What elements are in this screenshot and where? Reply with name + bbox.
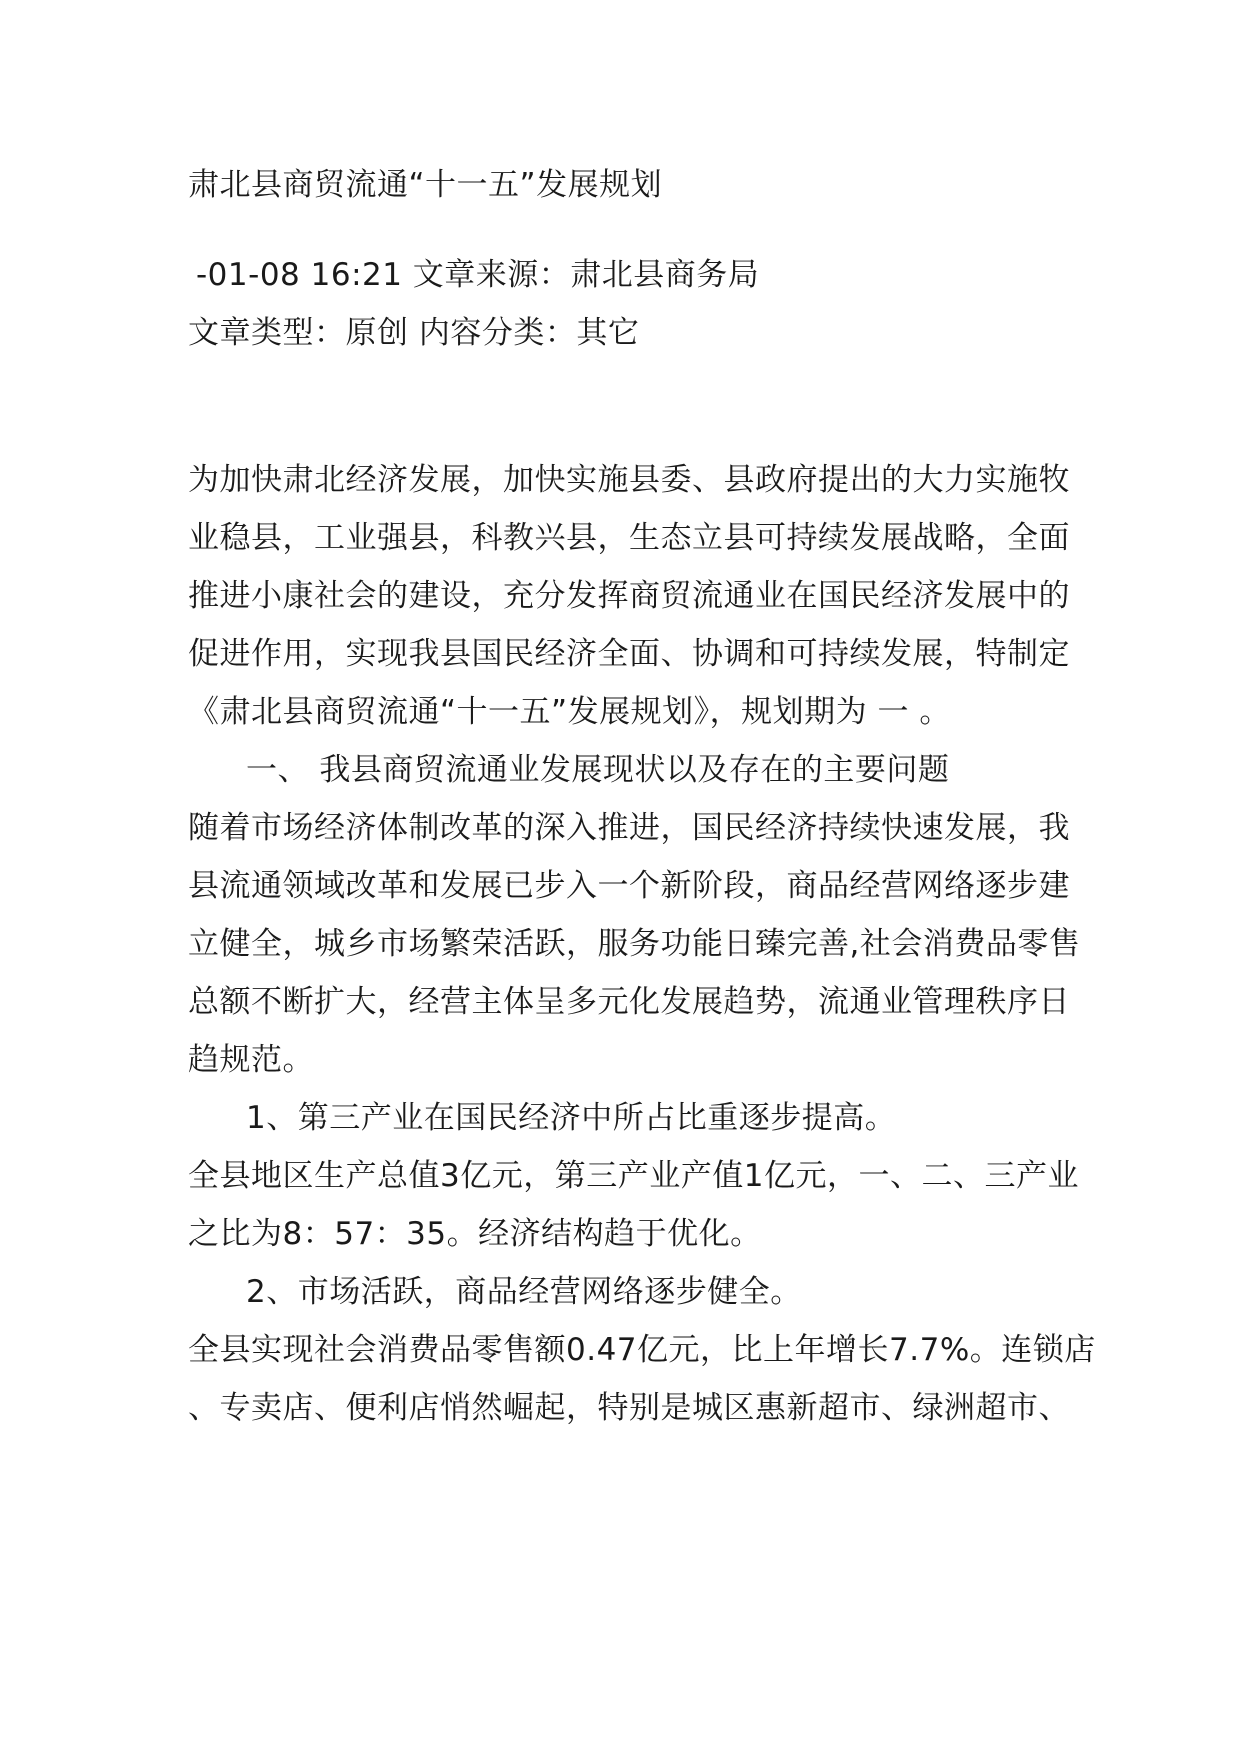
body-line: 总额不断扩大，经营主体呈多元化发展趋势，流通业管理秩序日: [188, 984, 1070, 1020]
subsection-heading: 1、第三产业在国民经济中所占比重逐步提高。: [246, 1100, 897, 1136]
body-line: 立健全，城乡市场繁荣活跃，服务功能日臻完善,社会消费品零售: [188, 926, 1081, 962]
body-line: 促进作用，实现我县国民经济全面、协调和可持续发展，特制定: [188, 636, 1070, 672]
section-heading: 一、 我县商贸流通业发展现状以及存在的主要问题: [246, 752, 950, 788]
publish-meta: -01-08 16:21 文章来源：肃北县商务局: [196, 257, 760, 293]
body-line: 趋规范。: [188, 1042, 314, 1078]
body-line: 、专卖店、便利店悄然崛起，特别是城区惠新超市、绿洲超市、: [188, 1390, 1070, 1426]
body-line: 业稳县，工业强县，科教兴县，生态立县可持续发展战略，全面: [188, 520, 1070, 556]
body-line: 全县实现社会消费品零售额0.47亿元，比上年增长7.7%。连锁店: [188, 1332, 1096, 1368]
document-title: 肃北县商贸流通“十一五”发展规划: [188, 167, 663, 203]
body-line: 之比为8：57：35。经济结构趋于优化。: [188, 1216, 762, 1252]
subsection-heading: 2、市场活跃，商品经营网络逐步健全。: [246, 1274, 802, 1310]
body-line: 推进小康社会的建设，充分发挥商贸流通业在国民经济发展中的: [188, 578, 1070, 614]
article-meta: 文章类型：原创 内容分类：其它: [188, 315, 640, 351]
body-line: 全县地区生产总值3亿元，第三产业产值1亿元，一、二、三产业: [188, 1158, 1079, 1194]
body-line: 《肃北县商贸流通“十一五”发展规划》，规划期为 一 。: [188, 694, 951, 730]
body-line: 随着市场经济体制改革的深入推进，国民经济持续快速发展，我: [188, 810, 1070, 846]
body-line: 县流通领域改革和发展已步入一个新阶段，商品经营网络逐步建: [188, 868, 1070, 904]
body-line: 为加快肃北经济发展，加快实施县委、县政府提出的大力实施牧: [188, 462, 1070, 498]
